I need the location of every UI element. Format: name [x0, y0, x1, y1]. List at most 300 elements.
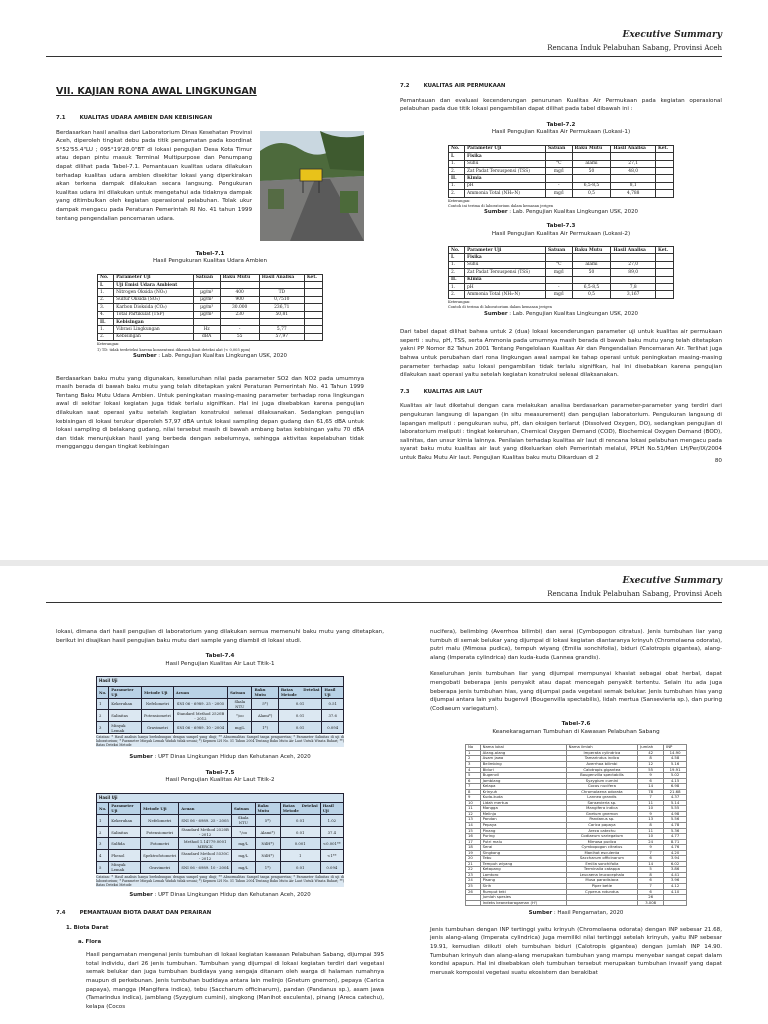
section-7-1-paragraph-1: Berdasarkan hasil analisa dari Laboratorium Dinas Kesehatan Provinsi Aceh, diperoleh tingkat debu pada titik pengamatan pada koordinat 5°52'55.4"LU ; 095°19'28.0"BT di lokasi pengujian Desa Kota Timur atau depan pintu masuk Terminal Multipurpose dan Penumpang dapat dilihat pada Tabel-7.1. Pemantauan kualitas udara dilakukan terhadap kualitas udara ambien disekitar lokasi yang diperkirakan akan terkena dampak dilakukan secara langsung. Pengukuran kualitas udara ini dilakukan untuk mengetahui ada tidaknya dampak yang ditimbulkan oleh kegiatan operasional pelabuhan. Tolak ukur dampak mengacu pada Peraturan Pemerintah RI No. 41 tahun 1999 tentang pengendalian pencemaran udara.: [56, 129, 252, 222]
table-cell: Kekeruhan: [109, 814, 141, 826]
table-cell: 7,8: [611, 284, 656, 291]
table-row: [449, 168, 674, 175]
table-cell: alami: [572, 261, 611, 268]
table-7-6-title: Keanekaragaman Tumbuhan di Kawasan Pelabuhan Sabang: [492, 728, 660, 735]
table-cell: 900: [220, 296, 259, 303]
table-cell: 5*): [252, 698, 278, 710]
table-cell: 0.001: [280, 838, 320, 850]
table-cell: Sulfida: [109, 838, 141, 850]
table-row: [98, 296, 323, 303]
table-cell: Alami*): [255, 826, 280, 838]
table-cell: 27,1: [611, 160, 656, 167]
table-row: [97, 838, 344, 850]
table-cell: 1: [280, 850, 320, 862]
table-cell: Lannea grandis: [566, 795, 638, 801]
table-cell: 16: [466, 834, 481, 840]
table-cell: 11: [638, 800, 664, 806]
table-cell: 0.01: [278, 722, 322, 734]
table-cell: [572, 254, 611, 261]
table-cell: I.: [449, 254, 465, 261]
table-7-3-note-label: Keterangan:: [448, 299, 471, 304]
table-cell: 22: [466, 867, 481, 873]
table-cell: 19: [466, 850, 481, 856]
table-7-2-source: Sumber : Lab. Pengujian Kualitas Lingkungan USK, 2020: [484, 209, 638, 216]
table-7-3-title: Hasil Pengujian Kualitas Air Permukaan (Lokasi-2): [491, 230, 631, 237]
left-column: [56, 628, 384, 1019]
table-cell: 4.41: [664, 872, 687, 878]
table-cell: II.: [98, 319, 114, 326]
table-row: [97, 862, 344, 874]
table-7-5: [96, 802, 344, 874]
table-cell: 23: [466, 872, 481, 878]
table-cell: Areca catechu: [566, 828, 638, 834]
table-header-cell: Parameter Uji: [464, 247, 545, 254]
table-cell: mg/L: [231, 850, 255, 862]
table-cell: Carica papaya: [566, 823, 638, 829]
table-cell: 2: [97, 710, 109, 722]
table-7-5-source: Sumber : UPT Dinas Lingkungan Hidup dan Kehutanan Aceh, 2020: [129, 891, 311, 898]
table-cell: Total Partikulat (TSP): [114, 311, 194, 318]
table-cell: 42: [638, 750, 664, 756]
table-header-cell: Parameter Uji: [114, 274, 194, 281]
table-cell: 4.58: [664, 756, 687, 762]
right-paragraph-3: Jenis tumbuhan dengan INP tertinggi yaitu krinyuh (Chromolaena odorata) dengan INP sebesar 21.68, jenis alang-alang (Imperata cylindrica) juga memiliki nilai tertinggi setelah krinyuh, yaitu INP sebesar 19.91, kemudian diikuti oleh tumbuhan biduri (Calotropis gigantea) dengan jumlah INP 14.90. Tumbuhan krinyuh dan alang-alang merupakan tumbuhan yang mampu menyebar sangat cepat dalam kondisi apapun. Hal ini disebabkan oleh tumbuhan tersebut merupakan tumbuhan invasif yang dapat merusak komposisi vegetasi suatu ekosistem dan berakibat: [430, 926, 722, 976]
table-header-cell: Baku Mutu: [220, 274, 259, 281]
table-cell: Fisika: [464, 153, 545, 160]
section-7-4-paragraph-1: Hasil pengamatan mengenai jenis tumbuhan di lokasi kegiatan kawasan Pelabuhan Sabang, dijumpai 395 total individu, dari 26 jenis tumbuhan. Tumbuhan yang dijumpai di lokasi kegiatan terdiri dari vegetasi semak belukar dan juga tumbuhan budidaya yang sengaja ditanam oleh warga di halaman rumahnya maupun di perkebunan. Jenis tumbuhan budidaya antara lain melinjo (Gnetum gnemon), pepaya (Carica papaya), mangga (Mangifera indica), tebu (Saccharum officinarum), pandan (Pandanus sp.), asam jawa (Tamarindus indica), jamblang (Syzygium cumini), singkong (Manihot esculenta), pinang (Areca catechu), kelapa (Cocos: [86, 952, 384, 1010]
table-cell: 9: [638, 773, 664, 779]
table-cell: Ammonia Total (NH₃-N): [464, 190, 545, 197]
table-cell: Fisika: [464, 254, 545, 261]
table-row: [97, 814, 344, 826]
table-cell: 17: [466, 839, 481, 845]
table-cell: [656, 160, 674, 167]
table-header-cell: Parameter Uji: [464, 145, 545, 152]
table-row: [98, 333, 323, 340]
table-7-3-source: Sumber : Lab. Pengujian Kualitas Lingkungan USK, 2020: [484, 310, 638, 317]
table-cell: Zat Padat Tersuspensi (TSS): [464, 269, 545, 276]
table-cell: 1.: [449, 160, 465, 167]
right-paragraph-2: Keseluruhan jenis tumbuhan liar yang dijumpai mempunyai khasiat sebagai obat herbal, dapat mengobati beberapa jenis penyakit atau dapat mencegah penyakit tertentu. Selain itu ada juga beberapa jenis tumbuhan hias, yang dijumpai pada vegetasi semak belukar. Jenis tumbuhan hias yang dijumpai antara lain yaitu bugenvil (Bougenvilla spectabilis), lidah mertua (Sansevieria sp.), dan puring (Codiaeum variegatum).: [430, 671, 722, 712]
table-cell: 400: [220, 289, 259, 296]
table-cell: 4.12: [664, 884, 687, 890]
table-cell: [656, 269, 674, 276]
table-cell: Nefelometri: [142, 698, 174, 710]
table-header-cell: Satuan: [546, 145, 573, 152]
table-cell: [546, 175, 573, 182]
table-cell: 4.15: [664, 778, 687, 784]
table-cell: Saccharum officinarum: [566, 856, 638, 862]
table-row: [449, 190, 674, 197]
section-7-2-paragraph-1: Pemantauan dan evaluasi kecenderungan penurunan Kualitas Air Permukaan pada kegiatan operasional pelabuhan pada due titik lokasi pengambilan dapat dilihat pada tabel dibawah ini :: [400, 97, 722, 113]
table-cell: 10: [638, 834, 664, 840]
table-cell: [259, 282, 304, 289]
table-cell: µg/m³: [193, 311, 220, 318]
table-row: [97, 698, 344, 710]
table-cell: 8: [466, 789, 481, 795]
subheading-flora: a. Flora: [78, 938, 102, 945]
table-cell: [466, 900, 481, 906]
table-row: [449, 182, 674, 189]
table-cell: 27,0: [611, 261, 656, 268]
table-7-5-block: [56, 770, 384, 900]
table-cell: 6: [638, 878, 664, 884]
table-cell: Method 1.14779.0001 MERCK: [179, 838, 232, 850]
table-cell: Singkong: [480, 850, 566, 856]
table-cell: [572, 153, 611, 160]
table-cell: 2.: [449, 269, 465, 276]
table-row: [97, 826, 344, 838]
table-cell: Jumlah spesies: [480, 895, 566, 901]
section-7-1-paragraph-2: Berdasarkan baku mutu yang digunakan, keseluruhan nilai pada parameter SO2 dan NO2 pada umumnya masih berada di bawah baku mutu yang telah ditetapkan yakni Peraturan Pemerintah No. 41 Tahun 1999 Tentang Baku Mutu Udara Ambien. Untuk peningkatan masing-masing parameter terhadap rona lingkungan awal di sekitar lokasi kegiatan juga tidak terlalu signifikan. Hal ini juga disebabkan karena pengujian dilakukan saat operasi yaitu setelah kegiatan konstruksi selesai dilaksanakan. Sedangkan pengujian kebisingan di lokasi terukur diperoleh 57,97 dBA untuk lokasi sampling depan gudang dan 61,65 dBA untuk lokasi sampling di belakang gudang, nilai tersebut masih di bawah ambang batas kebisingan yaitu 70 dBA dan tidak menunjukkan hasil yang berbeda dengan sebelumnya, sehingga aktivitas kepelabuhan tidak mengganggu dengan tingkat kebisingan: [56, 375, 364, 451]
table-cell: Hz: [193, 326, 220, 333]
table-cell: I.: [98, 282, 114, 289]
table-cell: Kelapa: [480, 784, 566, 790]
table-cell: 1*): [255, 862, 280, 874]
table-cell: 14: [638, 784, 664, 790]
table-cell: 6,5-8,5: [572, 182, 611, 189]
table-cell: [304, 311, 322, 318]
table-cell: Gravimetri: [142, 722, 174, 734]
table-cell: 8.71: [664, 839, 687, 845]
table-cell: Skala NTU: [231, 814, 255, 826]
table-7-6-caption: Tabel-7.6: [561, 721, 591, 728]
table-cell: Gravimetri: [141, 862, 179, 874]
header-subtitle: Rencana Induk Pelabuhan Sabang, Provinsi Aceh: [547, 590, 722, 598]
table-cell: SNI 06 - 6989. 10 - 2004: [179, 862, 232, 874]
table-cell: 0.01: [280, 826, 320, 838]
table-cell: 6.98: [664, 784, 687, 790]
table-cell: [656, 175, 674, 182]
table-cell: pH: [464, 182, 545, 189]
table-cell: 0,5: [572, 190, 611, 197]
table-cell: 9: [638, 811, 664, 817]
table-cell: Lidah mertua: [480, 800, 566, 806]
table-header-cell: Baku Mutu: [572, 247, 611, 254]
table-cell: 1*): [252, 722, 278, 734]
table-7-1: [97, 274, 323, 342]
table-cell: 0.094: [322, 722, 344, 734]
table-cell: 5.02: [664, 773, 687, 779]
chapter-title: VII. KAJIAN RONA AWAL LINGKUNGAN: [56, 86, 257, 97]
table-7-5-label: Hasil Uji: [96, 793, 344, 803]
table-cell: 4.20: [664, 850, 687, 856]
table-cell: [611, 276, 656, 283]
table-cell: Cymbopogon citratus: [566, 845, 638, 851]
table-cell: 1.: [449, 261, 465, 268]
table-7-4-caption: Tabel-7.4: [205, 653, 235, 660]
table-7-5-scan: [96, 793, 344, 887]
table-row: [98, 282, 323, 289]
table-cell: 78: [638, 789, 664, 795]
table-cell: [656, 284, 674, 291]
table-cell: Jamblang: [480, 778, 566, 784]
table-row: [449, 153, 674, 160]
table-cell: Calotropis gigantea: [566, 767, 638, 773]
table-cell: 2: [97, 826, 109, 838]
table-row: [98, 304, 323, 311]
table-cell: Fotometri: [141, 838, 179, 850]
table-cell: 0,7510: [259, 296, 304, 303]
table-header-cell: Hasil Analisa: [611, 247, 656, 254]
table-cell: Alang-alang: [480, 750, 566, 756]
table-header-cell: Parameter Uji: [109, 803, 141, 815]
table-cell: [546, 153, 573, 160]
table-cell: dBA: [193, 333, 220, 340]
table-cell: [546, 276, 573, 283]
table-cell: [566, 900, 638, 906]
table-cell: Biduri: [480, 767, 566, 773]
table-header-cell: Satuan: [228, 686, 252, 698]
table-7-4: [96, 686, 344, 734]
table-7-1-note-label: Keterangan:: [97, 342, 120, 347]
table-cell: 6.02: [664, 861, 687, 867]
table-cell: Ammonia Total (NH₃-N): [464, 291, 545, 298]
table-row: [466, 900, 687, 906]
table-cell: SNI 06 - 6989. 10 - 2004: [173, 722, 227, 734]
table-7-3-block: [400, 223, 722, 318]
table-cell: [611, 175, 656, 182]
table-cell: 18: [466, 845, 481, 851]
table-header-cell: Parameter Uji: [109, 686, 142, 698]
table-cell: 37.4: [320, 826, 343, 838]
table-cell: 20: [466, 856, 481, 862]
table-cell: mg/L: [231, 862, 255, 874]
table-cell: 89,0: [611, 269, 656, 276]
table-cell: 24: [638, 839, 664, 845]
table-cell: 5.56: [664, 817, 687, 823]
table-cell: 2.: [98, 333, 114, 340]
table-cell: 4.98: [664, 811, 687, 817]
table-7-2-note-label: Keterangan:: [448, 198, 471, 203]
table-7-4-title: Hasil Pengujian Kualitas Air Laut Titik-1: [165, 660, 275, 667]
table-cell: 5.55: [664, 806, 687, 812]
table-cell: 13: [466, 817, 481, 823]
table-cell: µg/m³: [193, 296, 220, 303]
table-header-cell: Batas Deteksi Metode: [280, 803, 320, 815]
table-cell: 4.78: [664, 823, 687, 829]
table-cell: Minyak Lemak: [109, 862, 141, 874]
table-cell: 0.094: [320, 862, 343, 874]
table-cell: 5.36: [664, 828, 687, 834]
table-7-2-note: Contoh ini terima di laboratorium dalam kemasan jerigen: [448, 204, 554, 209]
table-cell: Suhu: [464, 160, 545, 167]
table-cell: Karbon Dioksida (CO₂): [114, 304, 194, 311]
table-header-cell: Hasil Uji: [320, 803, 343, 815]
table-row: [98, 311, 323, 318]
table-cell: 8: [638, 823, 664, 829]
table-cell: 6,5-8,5: [572, 284, 611, 291]
table-row: [449, 261, 674, 268]
table-cell: 6: [466, 778, 481, 784]
table-cell: Syzygium cumini: [566, 778, 638, 784]
left-column: [56, 114, 364, 460]
table-cell: 30.000: [220, 304, 259, 311]
table-cell: µg/m³: [193, 304, 220, 311]
table-header-cell: Ket.: [304, 274, 322, 281]
table-cell: 4.77: [664, 834, 687, 840]
table-cell: [572, 175, 611, 182]
table-cell: [572, 276, 611, 283]
table-cell: µg/m³: [193, 289, 220, 296]
table-cell: 3.: [98, 304, 114, 311]
table-cell: 0,5: [572, 291, 611, 298]
table-cell: Belimbing: [480, 761, 566, 767]
table-cell: 21: [466, 861, 481, 867]
table-cell: Zat Padat Tersuspensi (TSS): [464, 168, 545, 175]
table-cell: Skala NTU: [228, 698, 252, 710]
table-cell: 5,77: [259, 326, 304, 333]
table-7-2-caption: Tabel-7.2: [546, 121, 576, 128]
table-cell: 1.: [449, 284, 465, 291]
table-cell: mg/l: [546, 269, 573, 276]
table-cell: 4.76: [664, 845, 687, 851]
table-header-cell: Baku Mutu: [572, 145, 611, 152]
table-cell: Mangga: [480, 806, 566, 812]
table-header-cell: No.: [449, 247, 465, 254]
table-cell: [259, 319, 304, 326]
table-cell: Kebisingan: [114, 319, 194, 326]
table-cell: 5: [638, 867, 664, 873]
table-row: [449, 276, 674, 283]
table-row: [97, 722, 344, 734]
table-header-cell: No.: [449, 145, 465, 152]
table-7-3-caption: Tabel-7.3: [546, 223, 576, 230]
table-header-cell: Metode Uji: [142, 686, 174, 698]
table-cell: Suhu: [464, 261, 545, 268]
page-number: 80: [714, 458, 722, 464]
section-7-4-heading: 7.4 PEMANTAUAN BIOTA DARAT DAN PERAIRAN: [56, 910, 212, 917]
table-cell: Pepaya: [480, 823, 566, 829]
table-cell: [656, 291, 674, 298]
table-cell: 4.: [98, 311, 114, 318]
table-cell: 230: [220, 311, 259, 318]
header-rule: [46, 56, 722, 57]
table-cell: Bougenvilla spectabilis: [566, 773, 638, 779]
table-header-cell: Nama lokal: [480, 745, 566, 751]
table-cell: 9: [466, 795, 481, 801]
table-cell: Uji Emisi Udara Ambient: [114, 282, 194, 289]
table-cell: 1.02: [320, 814, 343, 826]
table-cell: Alami*): [252, 710, 278, 722]
table-header-cell: INP: [664, 745, 687, 751]
table-cell: Musa paradisiaca: [566, 878, 638, 884]
table-cell: Kebisingan: [114, 333, 194, 340]
table-cell: 6: [638, 778, 664, 784]
table-cell: 0.01: [278, 710, 322, 722]
table-cell: [656, 153, 674, 160]
table-cell: Salinitas: [109, 710, 142, 722]
table-header-cell: Hasil Uji: [322, 686, 344, 698]
table-cell: pH: [464, 284, 545, 291]
right-paragraph-1: nucifera), belimbing (Averrhoa bilimbi) dan serai (Cymbopogon citratus). Jenis tumbuhan liar yang tumbuh di semak belukar yang dijumpai di lokasi kegiatan diantaranya krinyuh (Chromolaena odorata), putri malu (Mimosa pudica), tempuh wiyang (Emilia sonchifolia), biduri (Calotropis gigantea), alang-alang (Imperata cylindrica) dan kuda-kuda (Lannea grandis).: [430, 629, 722, 661]
table-cell: NilH*): [255, 850, 280, 862]
table-cell: Kimia: [464, 276, 545, 283]
table-cell: 50,81: [259, 311, 304, 318]
table-cell: 55: [638, 767, 664, 773]
table-cell: Rumput teki: [480, 889, 566, 895]
table-cell: mg/L: [231, 838, 255, 850]
table-cell: Emilia sonchifolia: [566, 861, 638, 867]
table-cell: Lamtoro: [480, 872, 566, 878]
table-cell: 10: [638, 806, 664, 812]
table-cell: 13: [638, 817, 664, 823]
table-cell: 4: [97, 850, 109, 862]
table-cell: mg/l: [546, 291, 573, 298]
table-cell: Cocos nucifera: [566, 784, 638, 790]
table-cell: I.: [449, 153, 465, 160]
table-cell: Nefelometri: [141, 814, 179, 826]
table-7-4-notes: Catatan: * Hasil analisis hanya berhubungan dengan sampel yang diuji; ** Abnormalitas Sampel tanpa pengawetan; * Parameter Salinitas di uji di laboratorium; * Parameter Minyak Lemak Wadah tidak sesuai; *) Kepmen LH No. 51 Tahun 2004 Tentang Baku Mutu Air Laut Untuk Wisata Bahari; **) Batas Deteksi Metode: [96, 734, 344, 747]
table-cell: -: [546, 284, 573, 291]
table-7-4-block: [56, 653, 384, 761]
table-cell: 15: [466, 828, 481, 834]
table-row: [97, 850, 344, 862]
table-cell: Terminalia catappa: [566, 867, 638, 873]
table-cell: 236,71: [259, 304, 304, 311]
table-7-6: [465, 744, 687, 906]
table-cell: [304, 326, 322, 333]
table-cell: 6: [638, 889, 664, 895]
table-cell: Cyperus rotundus: [566, 889, 638, 895]
table-cell: Bugenvil: [480, 773, 566, 779]
table-cell: 3: [97, 838, 109, 850]
table-7-1-source: Sumber : Lab. Pengujian Kualitas Lingkungan USK, 2020: [133, 353, 287, 360]
table-cell: 14: [638, 861, 664, 867]
subheading-biota-darat: 1. Biota Darat: [66, 924, 109, 931]
table-cell: 5: [466, 773, 481, 779]
table-cell: [664, 900, 687, 906]
table-cell: TD: [259, 289, 304, 296]
table-cell: 26: [638, 895, 664, 901]
table-cell: 3.96: [664, 878, 687, 884]
table-cell: 50: [572, 168, 611, 175]
table-7-1-title: Hasil Pengukuran Kualitas Udara Ambien: [152, 258, 268, 265]
table-7-4-scan: [96, 676, 344, 747]
table-header-cell: Hasil Analisa: [259, 274, 304, 281]
table-cell: Putri malu: [480, 839, 566, 845]
table-cell: 1: [97, 698, 109, 710]
table-cell: 48,0: [611, 168, 656, 175]
table-cell: Ketapang: [480, 867, 566, 873]
table-header-cell: Baku Mutu: [255, 803, 280, 815]
table-cell: 5*): [255, 814, 280, 826]
table-7-5-notes: Catatan: * Hasil analisis hanya berhubungan dengan sampel yang diuji; ** Abnormalitas Sampel tanpa pengawetan; * Parameter Salinitas di uji di laboratorium; * Parameter Minyak Lemak Wadah tidak sesuai; *) Kepmen LH No. 51 Tahun 2004 Tentang Baku Mutu Air Laut Untuk Wisata Bahari; **) Batas Deteksi Metode: [96, 874, 344, 887]
table-row: [97, 710, 344, 722]
table-cell: Potensiometri: [141, 826, 179, 838]
table-cell: 14.90: [664, 750, 687, 756]
table-cell: Sulfur Oksida (SO₂): [114, 296, 194, 303]
table-cell: 5.14: [664, 800, 687, 806]
table-cell: Leucaena leucocephala: [566, 872, 638, 878]
table-cell: [656, 254, 674, 261]
table-cell: SNI 06 - 6989. 25 - 2005: [179, 814, 232, 826]
table-cell: [304, 304, 322, 311]
table-cell: 25: [466, 884, 481, 890]
right-column: [430, 628, 722, 985]
table-cell: Puring: [480, 834, 566, 840]
table-cell: 8: [638, 872, 664, 878]
section-7-3-heading: 7.3 KUALITAS AIR LAUT: [400, 388, 483, 395]
section-7-2-heading: 7.2 KUALITAS AIR PERMUKAAN: [400, 83, 506, 89]
table-cell: 1.: [98, 289, 114, 296]
table-cell: 26: [466, 889, 481, 895]
table-cell: Codiaeum variegatum: [566, 834, 638, 840]
table-7-4-source: Sumber : UPT Dinas Lingkungan Hidup dan Kehutanan Aceh, 2020: [129, 753, 311, 760]
table-cell: 4: [466, 767, 481, 773]
table-cell: [220, 319, 259, 326]
table-row: [449, 269, 674, 276]
